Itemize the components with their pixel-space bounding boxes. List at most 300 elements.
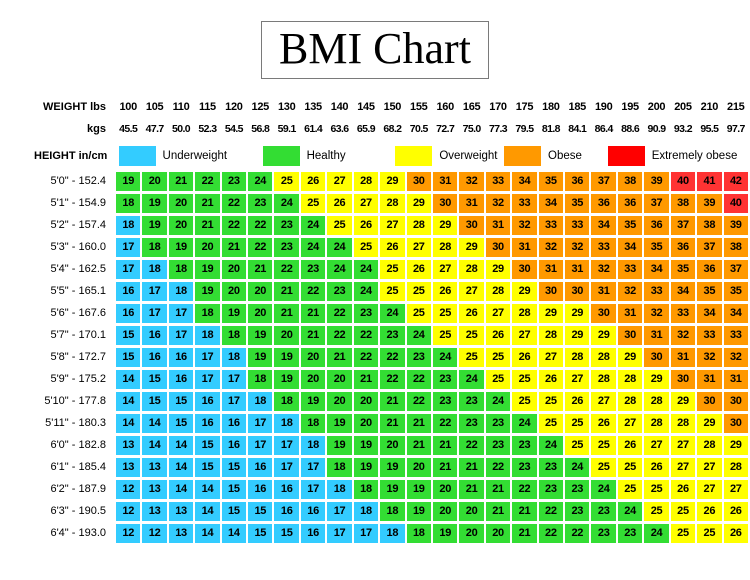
bmi-cell: 17 bbox=[195, 348, 219, 367]
legend-label: Overweight bbox=[439, 149, 498, 162]
bmi-cell: 21 bbox=[459, 480, 483, 499]
bmi-cell: 16 bbox=[195, 414, 219, 433]
bmi-cell: 25 bbox=[591, 436, 615, 455]
bmi-cell: 21 bbox=[433, 436, 457, 455]
bmi-cell: 17 bbox=[222, 392, 246, 411]
bmi-cell: 28 bbox=[591, 370, 615, 389]
bmi-cell: 29 bbox=[459, 238, 483, 257]
bmi-cell: 16 bbox=[169, 370, 193, 389]
bmi-cell: 23 bbox=[327, 282, 351, 301]
bmi-cell: 23 bbox=[248, 194, 272, 213]
bmi-cell: 13 bbox=[142, 502, 166, 521]
legend-label: Healthy bbox=[306, 149, 346, 162]
weight-kgs-value: 52.3 bbox=[198, 122, 217, 135]
bmi-row bbox=[34, 172, 748, 191]
bmi-cell: 15 bbox=[274, 524, 298, 543]
bmi-cell: 17 bbox=[354, 524, 378, 543]
bmi-cell: 18 bbox=[169, 282, 193, 301]
bmi-cell: 15 bbox=[222, 502, 246, 521]
weight-lbs-value: 110 bbox=[172, 100, 190, 113]
bmi-cell: 18 bbox=[222, 348, 246, 367]
bmi-cell: 35 bbox=[724, 282, 748, 301]
bmi-cell: 28 bbox=[644, 414, 668, 433]
bmi-row bbox=[34, 458, 748, 477]
bmi-cell: 33 bbox=[565, 216, 589, 235]
bmi-row bbox=[34, 238, 748, 257]
bmi-cell: 36 bbox=[671, 238, 695, 257]
bmi-cell: 16 bbox=[301, 502, 325, 521]
bmi-cell: 24 bbox=[327, 260, 351, 279]
bmi-table-body bbox=[0, 172, 750, 543]
bmi-cell: 36 bbox=[591, 194, 615, 213]
bmi-cell: 17 bbox=[169, 326, 193, 345]
weight-kgs-value: 70.5 bbox=[409, 122, 428, 135]
bmi-cell: 42 bbox=[724, 172, 748, 191]
bmi-cell: 13 bbox=[142, 458, 166, 477]
bmi-cell: 20 bbox=[327, 370, 351, 389]
bmi-cell: 20 bbox=[169, 194, 193, 213]
bmi-cell: 12 bbox=[142, 524, 166, 543]
bmi-cell: 36 bbox=[618, 194, 642, 213]
bmi-cell: 16 bbox=[116, 304, 140, 323]
bmi-cell: 25 bbox=[433, 304, 457, 323]
bmi-cell: 40 bbox=[724, 194, 748, 213]
weight-lbs-value: 195 bbox=[621, 100, 639, 113]
bmi-cell: 30 bbox=[539, 282, 563, 301]
bmi-cell: 16 bbox=[169, 348, 193, 367]
bmi-cell: 26 bbox=[591, 414, 615, 433]
height-label: 5'6" - 167.6 bbox=[50, 307, 106, 320]
bmi-cell: 14 bbox=[195, 524, 219, 543]
bmi-cell: 24 bbox=[644, 524, 668, 543]
bmi-cell: 28 bbox=[539, 326, 563, 345]
bmi-cell: 22 bbox=[222, 194, 246, 213]
weight-kgs-value: 84.1 bbox=[568, 122, 587, 135]
bmi-cell: 17 bbox=[301, 480, 325, 499]
legend-item-obese bbox=[504, 145, 582, 167]
bmi-cell: 22 bbox=[195, 172, 219, 191]
height-label: 5'9" - 175.2 bbox=[50, 373, 106, 386]
bmi-cell: 18 bbox=[248, 392, 272, 411]
bmi-cell: 38 bbox=[724, 238, 748, 257]
bmi-cell: 19 bbox=[116, 172, 140, 191]
bmi-cell: 23 bbox=[539, 458, 563, 477]
bmi-cell: 13 bbox=[116, 436, 140, 455]
bmi-cell: 22 bbox=[248, 238, 272, 257]
bmi-cell: 28 bbox=[618, 392, 642, 411]
bmi-cell: 33 bbox=[644, 282, 668, 301]
bmi-cell: 22 bbox=[327, 304, 351, 323]
bmi-cell: 23 bbox=[354, 304, 378, 323]
bmi-cell: 37 bbox=[644, 194, 668, 213]
weight-kgs-value: 88.6 bbox=[621, 122, 640, 135]
bmi-cell: 22 bbox=[274, 260, 298, 279]
bmi-cell: 16 bbox=[248, 480, 272, 499]
weight-lbs-row bbox=[34, 96, 748, 118]
bmi-cell: 20 bbox=[459, 502, 483, 521]
bmi-cell: 29 bbox=[407, 194, 431, 213]
bmi-cell: 19 bbox=[142, 194, 166, 213]
bmi-cell: 22 bbox=[486, 458, 510, 477]
bmi-cell: 28 bbox=[591, 348, 615, 367]
height-label: 6'4" - 193.0 bbox=[50, 527, 106, 540]
bmi-cell: 18 bbox=[327, 458, 351, 477]
bmi-cell: 24 bbox=[407, 326, 431, 345]
bmi-cell: 31 bbox=[539, 260, 563, 279]
height-label: 6'3" - 190.5 bbox=[50, 505, 106, 518]
bmi-cell: 23 bbox=[618, 524, 642, 543]
weight-lbs-value: 185 bbox=[568, 100, 586, 113]
bmi-cell: 28 bbox=[724, 458, 748, 477]
bmi-cell: 27 bbox=[512, 326, 536, 345]
bmi-cell: 16 bbox=[301, 524, 325, 543]
bmi-cell: 25 bbox=[671, 524, 695, 543]
bmi-cell: 22 bbox=[354, 348, 378, 367]
bmi-cell: 33 bbox=[539, 216, 563, 235]
bmi-cell: 26 bbox=[618, 436, 642, 455]
bmi-cell: 32 bbox=[618, 282, 642, 301]
bmi-cell: 23 bbox=[459, 414, 483, 433]
bmi-cell: 23 bbox=[380, 326, 404, 345]
weight-lbs-value: 155 bbox=[410, 100, 428, 113]
bmi-cell: 21 bbox=[169, 172, 193, 191]
weight-kgs-value: 54.5 bbox=[224, 122, 243, 135]
bmi-cell: 19 bbox=[327, 436, 351, 455]
weight-lbs-value: 205 bbox=[674, 100, 692, 113]
bmi-cell: 34 bbox=[539, 194, 563, 213]
bmi-cell: 17 bbox=[301, 458, 325, 477]
weight-lbs-value: 170 bbox=[489, 100, 507, 113]
bmi-cell: 28 bbox=[433, 238, 457, 257]
bmi-cell: 31 bbox=[644, 326, 668, 345]
bmi-cell: 18 bbox=[248, 370, 272, 389]
height-label: 5'0" - 152.4 bbox=[50, 175, 106, 188]
weight-lbs-value: 190 bbox=[594, 100, 613, 113]
bmi-cell: 14 bbox=[195, 502, 219, 521]
bmi-row bbox=[34, 414, 748, 433]
bmi-cell: 28 bbox=[565, 348, 589, 367]
bmi-cell: 21 bbox=[407, 436, 431, 455]
weight-kgs-value: 79.5 bbox=[515, 122, 534, 135]
bmi-cell: 27 bbox=[354, 194, 378, 213]
bmi-cell: 28 bbox=[618, 370, 642, 389]
bmi-cell: 21 bbox=[301, 326, 325, 345]
legend-swatch-g bbox=[263, 146, 300, 166]
bmi-cell: 23 bbox=[222, 172, 246, 191]
bmi-cell: 21 bbox=[301, 304, 325, 323]
legend bbox=[116, 145, 748, 167]
bmi-cell: 20 bbox=[301, 348, 325, 367]
bmi-cell: 33 bbox=[618, 260, 642, 279]
bmi-cell: 27 bbox=[486, 304, 510, 323]
bmi-cell: 16 bbox=[274, 480, 298, 499]
bmi-cell: 25 bbox=[644, 502, 668, 521]
bmi-cell: 26 bbox=[433, 282, 457, 301]
bmi-cell: 19 bbox=[248, 348, 272, 367]
bmi-cell: 29 bbox=[512, 282, 536, 301]
weight-kgs-value: 63.6 bbox=[330, 122, 349, 135]
bmi-cell: 18 bbox=[222, 326, 246, 345]
bmi-cell: 26 bbox=[724, 502, 748, 521]
bmi-cell: 25 bbox=[671, 502, 695, 521]
bmi-cell: 23 bbox=[512, 458, 536, 477]
bmi-cell: 13 bbox=[169, 524, 193, 543]
bmi-cell: 25 bbox=[486, 370, 510, 389]
bmi-cell: 25 bbox=[591, 458, 615, 477]
bmi-row bbox=[34, 216, 748, 235]
bmi-cell: 18 bbox=[142, 238, 166, 257]
bmi-cell: 35 bbox=[644, 238, 668, 257]
bmi-cell: 20 bbox=[222, 260, 246, 279]
bmi-cell: 18 bbox=[116, 216, 140, 235]
bmi-cell: 23 bbox=[274, 238, 298, 257]
legend-swatch-r bbox=[608, 146, 645, 166]
bmi-cell: 23 bbox=[301, 260, 325, 279]
bmi-cell: 27 bbox=[459, 282, 483, 301]
bmi-cell: 25 bbox=[697, 524, 721, 543]
bmi-cell: 27 bbox=[327, 172, 351, 191]
bmi-cell: 18 bbox=[301, 436, 325, 455]
bmi-cell: 17 bbox=[327, 524, 351, 543]
bmi-cell: 34 bbox=[724, 304, 748, 323]
weight-kgs-value: 81.8 bbox=[541, 122, 560, 135]
bmi-cell: 27 bbox=[380, 216, 404, 235]
bmi-cell: 18 bbox=[274, 414, 298, 433]
legend-swatch-o bbox=[504, 146, 541, 166]
bmi-cell: 30 bbox=[486, 238, 510, 257]
bmi-cell: 24 bbox=[618, 502, 642, 521]
bmi-cell: 31 bbox=[512, 238, 536, 257]
bmi-cell: 24 bbox=[565, 458, 589, 477]
height-label: 5'2" - 157.4 bbox=[50, 219, 106, 232]
weight-kgs-value: 50.0 bbox=[172, 122, 191, 135]
bmi-row bbox=[34, 194, 748, 213]
bmi-cell: 20 bbox=[248, 282, 272, 301]
bmi-cell: 25 bbox=[354, 238, 378, 257]
height-label: 5'7" - 170.1 bbox=[50, 329, 106, 342]
weight-lbs-value: 145 bbox=[357, 100, 375, 113]
bmi-cell: 25 bbox=[459, 326, 483, 345]
bmi-cell: 28 bbox=[459, 260, 483, 279]
bmi-cell: 21 bbox=[195, 194, 219, 213]
bmi-cell: 35 bbox=[565, 194, 589, 213]
bmi-cell: 26 bbox=[724, 524, 748, 543]
bmi-cell: 13 bbox=[116, 458, 140, 477]
bmi-cell: 38 bbox=[618, 172, 642, 191]
bmi-cell: 36 bbox=[697, 260, 721, 279]
bmi-cell: 25 bbox=[644, 480, 668, 499]
bmi-cell: 24 bbox=[301, 238, 325, 257]
bmi-cell: 22 bbox=[539, 502, 563, 521]
bmi-cell: 17 bbox=[274, 436, 298, 455]
bmi-cell: 23 bbox=[486, 414, 510, 433]
bmi-cell: 39 bbox=[644, 172, 668, 191]
weight-lbs-value: 175 bbox=[515, 100, 534, 113]
height-label: 6'2" - 187.9 bbox=[50, 483, 106, 496]
bmi-cell: 24 bbox=[301, 216, 325, 235]
bmi-cell: 19 bbox=[195, 282, 219, 301]
bmi-cell: 24 bbox=[591, 480, 615, 499]
bmi-cell: 22 bbox=[327, 326, 351, 345]
bmi-cell: 19 bbox=[407, 502, 431, 521]
bmi-cell: 27 bbox=[539, 348, 563, 367]
bmi-cell: 21 bbox=[486, 502, 510, 521]
height-label: 5'8" - 172.7 bbox=[50, 351, 106, 364]
bmi-cell: 29 bbox=[565, 326, 589, 345]
bmi-cell: 18 bbox=[195, 326, 219, 345]
title-box bbox=[261, 21, 489, 79]
bmi-cell: 26 bbox=[644, 458, 668, 477]
bmi-cell: 17 bbox=[222, 370, 246, 389]
bmi-cell: 24 bbox=[327, 238, 351, 257]
bmi-cell: 21 bbox=[274, 282, 298, 301]
bmi-row bbox=[34, 392, 748, 411]
bmi-cell: 20 bbox=[407, 458, 431, 477]
bmi-cell: 21 bbox=[512, 524, 536, 543]
bmi-cell: 21 bbox=[222, 238, 246, 257]
height-label: 5'5" - 165.1 bbox=[50, 285, 106, 298]
bmi-cell: 32 bbox=[671, 326, 695, 345]
bmi-cell: 33 bbox=[671, 304, 695, 323]
bmi-cell: 22 bbox=[407, 392, 431, 411]
bmi-cell: 20 bbox=[354, 414, 378, 433]
bmi-cell: 15 bbox=[248, 502, 272, 521]
bmi-cell: 19 bbox=[354, 436, 378, 455]
bmi-cell: 33 bbox=[697, 326, 721, 345]
bmi-cell: 25 bbox=[274, 172, 298, 191]
bmi-cell: 23 bbox=[433, 392, 457, 411]
bmi-cell: 30 bbox=[433, 194, 457, 213]
bmi-cell: 23 bbox=[433, 370, 457, 389]
bmi-cell: 25 bbox=[459, 348, 483, 367]
bmi-cell: 15 bbox=[142, 392, 166, 411]
weight-kgs-value: 86.4 bbox=[594, 122, 613, 135]
bmi-cell: 19 bbox=[327, 414, 351, 433]
bmi-cell: 29 bbox=[539, 304, 563, 323]
legend-swatch-b bbox=[119, 146, 156, 166]
bmi-cell: 20 bbox=[274, 326, 298, 345]
bmi-cell: 18 bbox=[354, 480, 378, 499]
bmi-table bbox=[0, 96, 750, 543]
height-label: 5'4" - 162.5 bbox=[50, 263, 106, 276]
bmi-cell: 30 bbox=[644, 348, 668, 367]
bmi-cell: 32 bbox=[591, 260, 615, 279]
bmi-cell: 20 bbox=[222, 282, 246, 301]
bmi-cell: 22 bbox=[380, 348, 404, 367]
bmi-cell: 19 bbox=[274, 348, 298, 367]
bmi-cell: 26 bbox=[486, 326, 510, 345]
bmi-cell: 17 bbox=[248, 436, 272, 455]
bmi-cell: 18 bbox=[142, 260, 166, 279]
bmi-cell: 15 bbox=[195, 458, 219, 477]
bmi-cell: 31 bbox=[433, 172, 457, 191]
bmi-cell: 19 bbox=[195, 260, 219, 279]
bmi-cell: 28 bbox=[486, 282, 510, 301]
bmi-cell: 29 bbox=[644, 370, 668, 389]
legend-item-extremely-obese bbox=[608, 145, 738, 167]
weight-kgs-value: 95.5 bbox=[700, 122, 719, 135]
bmi-row bbox=[34, 260, 748, 279]
bmi-cell: 12 bbox=[116, 524, 140, 543]
bmi-row bbox=[34, 282, 748, 301]
bmi-cell: 29 bbox=[724, 436, 748, 455]
height-label: 5'1" - 154.9 bbox=[50, 197, 106, 210]
bmi-cell: 28 bbox=[697, 436, 721, 455]
weight-lbs-value: 140 bbox=[330, 100, 349, 113]
bmi-cell: 15 bbox=[248, 524, 272, 543]
weight-kgs-value: 47.7 bbox=[145, 122, 164, 135]
bmi-cell: 20 bbox=[433, 480, 457, 499]
bmi-cell: 17 bbox=[195, 370, 219, 389]
bmi-cell: 22 bbox=[380, 370, 404, 389]
weight-kgs-row bbox=[34, 118, 748, 140]
bmi-cell: 14 bbox=[169, 480, 193, 499]
bmi-cell: 33 bbox=[724, 326, 748, 345]
weight-kgs-value: 65.9 bbox=[356, 122, 375, 135]
bmi-cell: 19 bbox=[354, 458, 378, 477]
bmi-cell: 32 bbox=[486, 194, 510, 213]
bmi-cell: 25 bbox=[618, 458, 642, 477]
bmi-cell: 29 bbox=[565, 304, 589, 323]
bmi-cell: 27 bbox=[618, 414, 642, 433]
bmi-cell: 38 bbox=[697, 216, 721, 235]
bmi-cell: 31 bbox=[459, 194, 483, 213]
bmi-cell: 28 bbox=[644, 392, 668, 411]
bmi-cell: 24 bbox=[486, 392, 510, 411]
bmi-cell: 26 bbox=[459, 304, 483, 323]
bmi-cell: 19 bbox=[380, 458, 404, 477]
bmi-cell: 21 bbox=[327, 348, 351, 367]
height-label: 5'3" - 160.0 bbox=[50, 241, 106, 254]
bmi-cell: 27 bbox=[591, 392, 615, 411]
bmi-cell: 29 bbox=[671, 392, 695, 411]
bmi-cell: 34 bbox=[512, 172, 536, 191]
bmi-cell: 27 bbox=[671, 436, 695, 455]
bmi-cell: 20 bbox=[195, 238, 219, 257]
bmi-cell: 24 bbox=[539, 436, 563, 455]
bmi-row bbox=[34, 304, 748, 323]
height-label: 5'10" - 177.8 bbox=[44, 395, 106, 408]
bmi-row bbox=[34, 326, 748, 345]
bmi-cell: 32 bbox=[512, 216, 536, 235]
bmi-cell: 14 bbox=[195, 480, 219, 499]
bmi-cell: 21 bbox=[274, 304, 298, 323]
bmi-cell: 18 bbox=[169, 260, 193, 279]
bmi-cell: 34 bbox=[671, 282, 695, 301]
bmi-cell: 35 bbox=[618, 216, 642, 235]
bmi-cell: 19 bbox=[407, 480, 431, 499]
bmi-row bbox=[34, 348, 748, 367]
weight-lbs-value: 200 bbox=[647, 100, 666, 113]
bmi-cell: 27 bbox=[644, 436, 668, 455]
weight-kgs-label: kgs bbox=[87, 122, 106, 135]
bmi-cell: 27 bbox=[697, 458, 721, 477]
bmi-cell: 26 bbox=[565, 392, 589, 411]
bmi-cell: 29 bbox=[618, 348, 642, 367]
bmi-cell: 25 bbox=[618, 480, 642, 499]
bmi-cell: 33 bbox=[591, 238, 615, 257]
bmi-cell: 31 bbox=[591, 282, 615, 301]
bmi-cell: 25 bbox=[407, 304, 431, 323]
bmi-row bbox=[34, 436, 748, 455]
bmi-cell: 38 bbox=[671, 194, 695, 213]
bmi-cell: 17 bbox=[142, 282, 166, 301]
bmi-cell: 17 bbox=[142, 304, 166, 323]
bmi-cell: 21 bbox=[380, 414, 404, 433]
bmi-cell: 17 bbox=[248, 414, 272, 433]
weight-kgs-value: 97.7 bbox=[726, 122, 745, 135]
bmi-cell: 13 bbox=[142, 480, 166, 499]
